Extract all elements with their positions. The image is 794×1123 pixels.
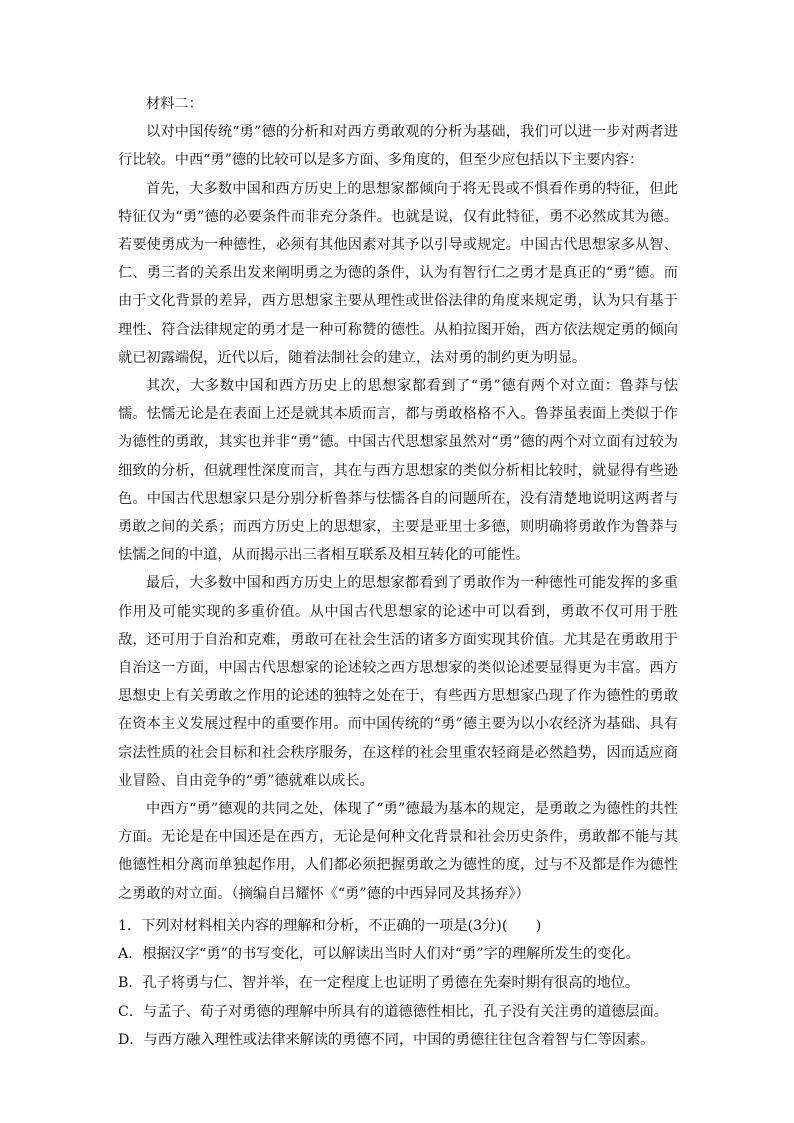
- document-content: [118, 90, 678, 1055]
- paragraph-first: 首先，大多数中国和西方历史上的思想家都倾向于将无畏或不惧看作勇的特征，但此特征仅为“勇”德的必要条件而非充分条件。也就是说，仅有此特征，勇不必然成其为德。若要使勇成为一种德性，必须有其他因素对其予以引导或规定。中国古代思想家多从智、仁、勇三者的关系出发来阐明勇之为德的条件，认为有智行仁之勇才是真正的“勇”德。而由于文化背景的差异，西方思想家主要从理性或世俗法律的角度来规定勇，认为只有基于理性、符合法律规定的勇才是一种可称赞的德性。从柏拉图开始，西方依法规定勇的倾向就已初露端倪，近代以后，随着法制社会的建立，法对勇的制约更为明显。: [118, 180, 678, 366]
- paragraph-conclusion: 中西方“勇”德观的共同之处，体现了“勇”德最为基本的规定，是勇敢之为德性的共性方面。无论是在中国还是在西方，无论是何种文化背景和社会历史条件，勇敢都不能与其他德性相分离而单独起作用，人们都必须把握勇敢之为德性的度，过与不及都是作为德性之勇敢的对立面。（摘编自吕耀怀《“勇”德的中西异同及其扬弃》）: [118, 801, 678, 902]
- paragraph-intro: 以对中国传统“勇”德的分析和对西方勇敢观的分析为基础，我们可以进一步对两者进行比较。中西“勇”德的比较可以是多方面、多角度的，但至少应包括以下主要内容：: [118, 124, 678, 169]
- question-stem: 1．下列对材料相关内容的理解和分析，不正确的一项是(3分)( ): [118, 917, 542, 934]
- paragraph-last: 最后，大多数中国和西方历史上的思想家都看到了勇敢作为一种德性可能发挥的多重作用及可能实现的多重价值。从中国古代思想家的论述中可以看到，勇敢不仅可用于胜敌，还可用于自治和克难，勇敢可在社会生活的诸多方面实现其价值。尤其是在勇敢用于自治这一方面，中国古代思想家的论述较之西方思想家的类似论述要显得更为丰富。西方思想史上有关勇敢之作用的论述的独特之处在于，有些西方思想家凸现了作为德性的勇敢在资本主义发展过程中的重要作用。而中国传统的“勇”德主要为以小农经济为基础、具有宗法性质的社会目标和社会秩序服务，在这样的社会里重农轻商是必然趋势，因而适应商业冒险、自由竞争的“勇”德就难以成长。: [118, 575, 678, 789]
- paragraph-second: 其次，大多数中国和西方历史上的思想家都看到了“勇”德有两个对立面：鲁莽与怯懦。怯懦无论是在表面上还是就其本质而言，都与勇敢格格不入。鲁莽虽表面上类似于作为德性的勇敢，其实也并非“勇”德。中国古代思想家虽然对“勇”德的两个对立面有过较为细致的分析，但就理性深度而言，其在与西方思想家的类似分析相比较时，就显得有些逊色。中国古代思想家只是分别分析鲁莽与怯懦各自的问题所在，没有清楚地说明这两者与勇敢之间的关系；而西方历史上的思想家，主要是亚里士多德，则明确将勇敢作为鲁莽与怯懦之间的中道，从而揭示出三者相互联系及相互转化的可能性。: [118, 378, 678, 564]
- option-a: A．根据汉字“勇”的书写变化，可以解读出当时人们对“勇”字的理解所发生的变化。: [118, 946, 640, 963]
- option-b: B．孔子将勇与仁、智并举，在一定程度上也证明了勇德在先秦时期有很高的地位。: [118, 975, 640, 992]
- question-block: [118, 912, 678, 1055]
- option-c: C．与孟子、荀子对勇德的理解中所具有的道德德性相比，孔子没有关注勇的道德层面。: [118, 1003, 668, 1020]
- material-heading: 材料二：: [146, 96, 203, 112]
- option-d: D．与西方融入理性或法律来解读的勇德不同，中国的勇德往往包含着智与仁等因素。: [118, 1032, 655, 1049]
